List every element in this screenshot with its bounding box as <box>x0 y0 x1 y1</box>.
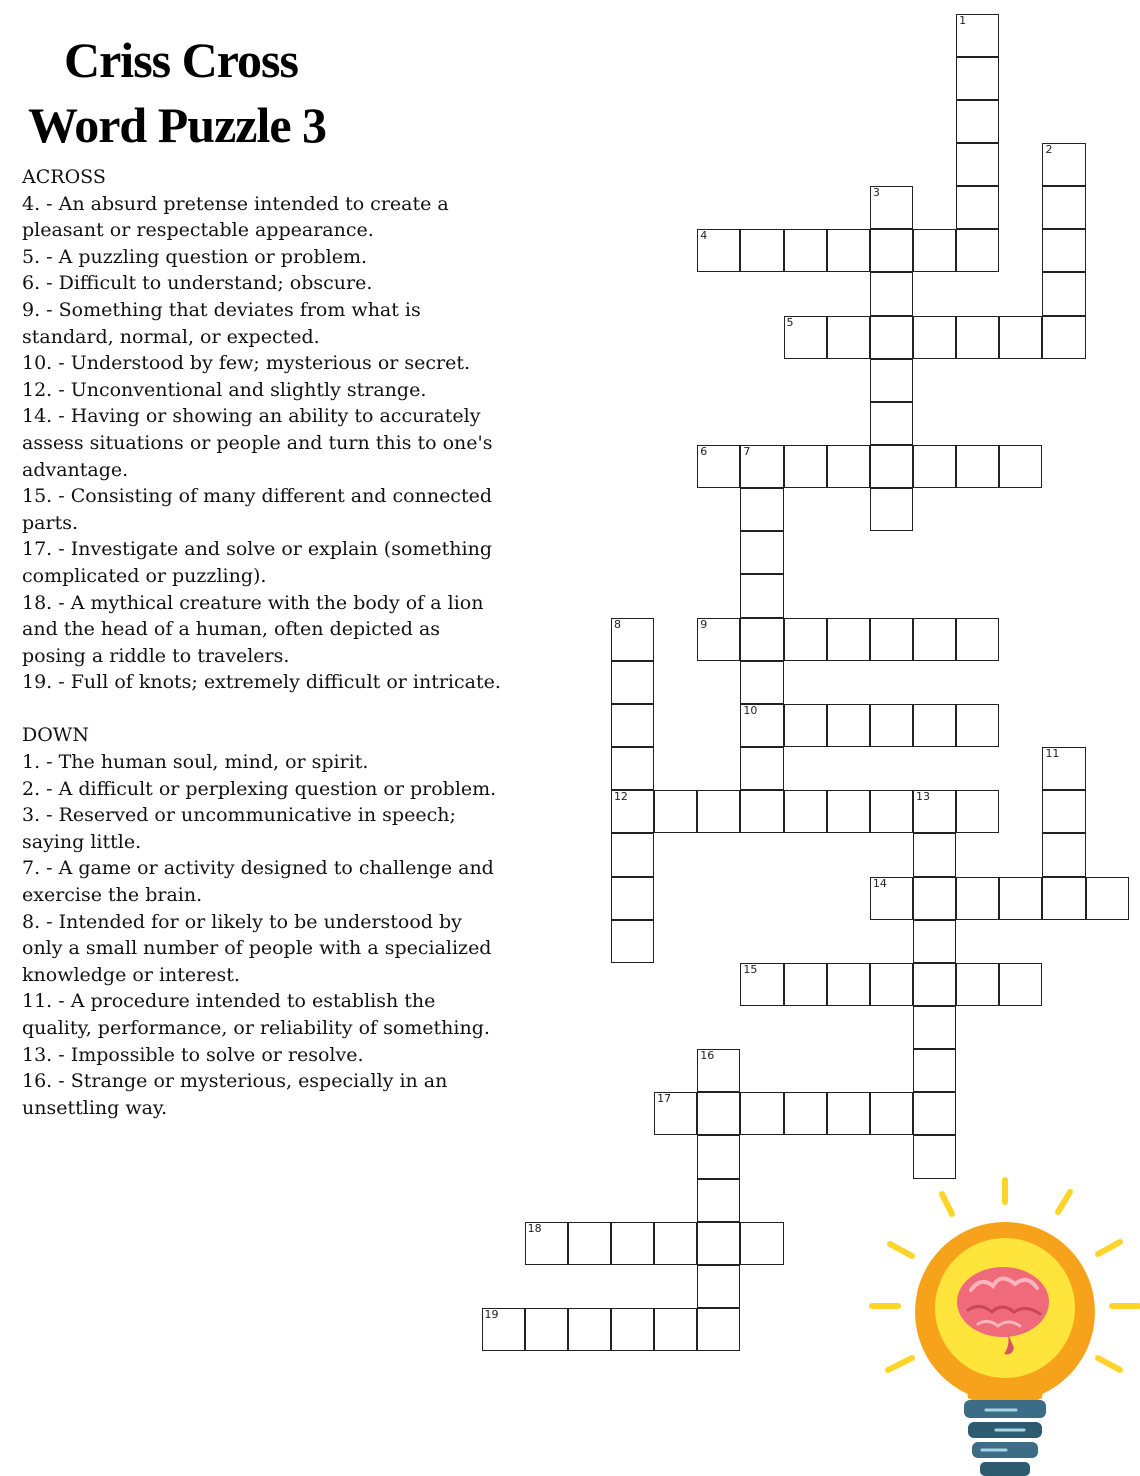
across-heading: ACROSS <box>22 166 106 188</box>
grid-cell[interactable] <box>611 747 654 790</box>
cell-number: 16 <box>700 1049 715 1063</box>
grid-cell[interactable] <box>1042 790 1085 833</box>
grid-cell[interactable] <box>913 1049 956 1092</box>
grid-cell[interactable] <box>956 963 999 1006</box>
cell-number: 9 <box>700 617 708 631</box>
grid-cell[interactable] <box>913 1092 956 1135</box>
grid-cell[interactable] <box>956 316 999 359</box>
grid-cell[interactable] <box>870 618 913 661</box>
cell-number: 13 <box>916 790 930 804</box>
grid-cell[interactable] <box>568 1222 611 1265</box>
grid-cell[interactable] <box>697 790 740 833</box>
grid-cell[interactable] <box>827 618 870 661</box>
down-clue-16: 16. - Strange or mysterious, especially in an unsettling way. <box>22 1070 448 1119</box>
grid-cell[interactable] <box>611 1222 654 1265</box>
grid-cell[interactable] <box>956 100 999 143</box>
grid-cell[interactable] <box>956 186 999 229</box>
grid-cell[interactable] <box>697 445 740 488</box>
cell-number: 8 <box>613 617 621 631</box>
down-clue-1: 1. - The human soul, mind, or spirit. <box>22 751 369 774</box>
grid-cell[interactable] <box>740 790 783 833</box>
across-clue-6: 6. - Difficult to understand; obscure. <box>22 272 373 295</box>
down-clue-2: 2. - A difficult or perplexing question or problem. <box>22 777 497 800</box>
grid-cell[interactable] <box>784 618 827 661</box>
grid-cell[interactable] <box>956 445 999 488</box>
grid-cell[interactable] <box>913 229 956 272</box>
down-heading: DOWN <box>22 724 89 747</box>
across-clue-12: 12. - Unconventional and slightly strange. <box>22 378 427 401</box>
grid-cell[interactable] <box>956 57 999 100</box>
down-clue-13: 13. - Impossible to solve or resolve. <box>22 1043 364 1066</box>
cell-number: 17 <box>657 1092 672 1106</box>
grid-cell[interactable] <box>913 704 956 747</box>
grid-cell[interactable] <box>999 963 1042 1006</box>
grid-cell[interactable] <box>870 488 913 531</box>
grid-cell[interactable] <box>913 316 956 359</box>
grid-cell[interactable] <box>827 445 870 488</box>
grid-cell[interactable] <box>784 790 827 833</box>
grid-cell[interactable] <box>654 1308 697 1351</box>
grid-cell[interactable] <box>740 661 783 704</box>
grid-cell[interactable] <box>827 229 870 272</box>
grid-cell[interactable] <box>784 229 827 272</box>
grid-cell[interactable] <box>611 1308 654 1351</box>
across-clue-17: 17. - Investigate and solve or explain (something complicated or puzzling). <box>22 538 493 587</box>
grid-cell[interactable] <box>1042 272 1085 315</box>
across-clue-19: 19. - Full of knots; extremely difficult or intricate. <box>22 671 501 694</box>
across-clue-list <box>22 191 502 696</box>
cell-number: 3 <box>872 186 880 200</box>
grid-cell[interactable] <box>1042 747 1085 790</box>
grid-cell[interactable] <box>999 877 1042 920</box>
cell-number: 7 <box>743 445 751 458</box>
grid-cell[interactable] <box>784 1092 827 1135</box>
grid-cell[interactable] <box>913 920 956 963</box>
grid-cell[interactable] <box>611 877 654 920</box>
grid-cell[interactable] <box>956 143 999 186</box>
grid-cell[interactable] <box>870 272 913 315</box>
lightbulb-brain-icon <box>866 1172 1140 1476</box>
grid-cell[interactable] <box>913 618 956 661</box>
across-clue-10: 10. - Understood by few; mysterious or secret. <box>22 352 471 375</box>
grid-cell[interactable] <box>697 1222 740 1265</box>
grid-cell[interactable] <box>913 877 956 920</box>
grid-cell[interactable] <box>697 229 740 272</box>
bulb-base <box>964 1400 1046 1476</box>
grid-cell[interactable] <box>784 316 827 359</box>
grid-cell[interactable] <box>827 790 870 833</box>
grid-cell[interactable] <box>740 704 783 747</box>
grid-cell[interactable] <box>870 877 913 920</box>
grid-cell[interactable] <box>956 877 999 920</box>
grid-cell[interactable] <box>697 1308 740 1351</box>
grid-cell[interactable] <box>913 833 956 876</box>
grid-cell[interactable] <box>999 316 1042 359</box>
grid-cell[interactable] <box>870 316 913 359</box>
grid-cell[interactable] <box>611 618 654 661</box>
cell-number: 6 <box>700 445 708 458</box>
grid-cell[interactable] <box>740 531 783 574</box>
grid-cell[interactable] <box>956 618 999 661</box>
down-clue-3: 3. - Reserved or uncommunicative in speech; saying little. <box>22 804 456 853</box>
grid-cell[interactable] <box>697 1179 740 1222</box>
cell-number: 18 <box>527 1221 542 1235</box>
grid-cell[interactable] <box>913 1006 956 1049</box>
grid-cell[interactable] <box>1042 186 1085 229</box>
grid-cell[interactable] <box>482 1308 525 1351</box>
grid-cell[interactable] <box>740 445 783 488</box>
grid-cell[interactable] <box>740 574 783 617</box>
down-clue-8: 8. - Intended for or likely to be understood by only a small number of people with a specialized knowledge or interest. <box>22 910 492 986</box>
grid-cell[interactable] <box>870 445 913 488</box>
grid-cell[interactable] <box>956 14 999 57</box>
grid-cell[interactable] <box>654 1092 697 1135</box>
across-clue-15: 15. - Consisting of many different and connected parts. <box>22 485 492 534</box>
grid-cell[interactable] <box>999 445 1042 488</box>
grid-cell[interactable] <box>697 1049 740 1092</box>
cell-number: 11 <box>1045 747 1060 761</box>
across-clue-4: 4. - An absurd pretense intended to create a pleasant or respectable appearance. <box>22 192 449 242</box>
down-clue-7: 7. - A game or activity designed to challenge and exercise the brain. <box>22 857 494 907</box>
grid-cell[interactable] <box>913 963 956 1006</box>
across-clue-5: 5. - A puzzling question or problem. <box>22 245 368 268</box>
grid-cell[interactable] <box>784 704 827 747</box>
clue-panel <box>22 164 502 1121</box>
cell-number: 19 <box>484 1308 499 1321</box>
grid-cell[interactable] <box>654 1222 697 1265</box>
grid-cell[interactable] <box>697 1265 740 1308</box>
cell-number: 15 <box>743 962 758 976</box>
across-clue-18: 18. - A mythical creature with the body of a lion and the head of a human, often depicted as posing a riddle to travelers. <box>22 591 484 667</box>
grid-cell[interactable] <box>611 704 654 747</box>
title-line-2: Word Puzzle 3 <box>28 97 327 153</box>
grid-cell[interactable] <box>956 229 999 272</box>
grid-cell[interactable] <box>870 704 913 747</box>
grid-cell[interactable] <box>870 790 913 833</box>
grid-cell[interactable] <box>740 1222 783 1265</box>
grid-cell[interactable] <box>740 229 783 272</box>
grid-cell[interactable] <box>740 1092 783 1135</box>
grid-cell[interactable] <box>611 920 654 963</box>
grid-cell[interactable] <box>956 790 999 833</box>
cell-number: 4 <box>700 229 708 243</box>
grid-cell[interactable] <box>784 445 827 488</box>
grid-cell[interactable] <box>697 618 740 661</box>
cell-number: 2 <box>1045 142 1053 156</box>
cell-number: 14 <box>872 876 887 890</box>
grid-cell[interactable] <box>1086 877 1129 920</box>
grid-cell[interactable] <box>697 1135 740 1178</box>
grid-cell[interactable] <box>956 704 999 747</box>
grid-cell[interactable] <box>740 488 783 531</box>
grid-cell[interactable] <box>1042 229 1085 272</box>
grid-cell[interactable] <box>827 1092 870 1135</box>
grid-cell[interactable] <box>870 186 913 229</box>
grid-cell[interactable] <box>913 445 956 488</box>
grid-cell[interactable] <box>870 963 913 1006</box>
grid-cell[interactable] <box>611 833 654 876</box>
across-clue-9: 9. - Something that deviates from what is standard, normal, or expected. <box>22 298 421 348</box>
grid-cell[interactable] <box>1042 833 1085 876</box>
cell-number: 5 <box>786 315 794 329</box>
grid-cell[interactable] <box>740 963 783 1006</box>
across-clue-14: 14. - Having or showing an ability to accurately assess situations or people and turn this to one's advantage. <box>22 405 493 481</box>
grid-cell[interactable] <box>1042 877 1085 920</box>
title-line-1: Criss Cross <box>64 32 298 88</box>
grid-cell[interactable] <box>870 229 913 272</box>
grid-cell[interactable] <box>1042 316 1085 359</box>
grid-cell[interactable] <box>525 1308 568 1351</box>
grid-cell[interactable] <box>740 618 783 661</box>
grid-cell[interactable] <box>913 790 956 833</box>
down-clue-11: 11. - A procedure intended to establish the quality, performance, or reliability of something. <box>22 990 490 1039</box>
grid-cell[interactable] <box>1042 143 1085 186</box>
grid-cell[interactable] <box>654 790 697 833</box>
cell-number: 12 <box>613 790 628 804</box>
grid-cell[interactable] <box>740 747 783 790</box>
grid-cell[interactable] <box>568 1308 611 1351</box>
grid-cell[interactable] <box>870 402 913 445</box>
grid-cell[interactable] <box>827 316 870 359</box>
grid-cell[interactable] <box>525 1222 568 1265</box>
grid-cell[interactable] <box>870 359 913 402</box>
cell-number: 10 <box>743 703 758 717</box>
grid-cell[interactable] <box>827 963 870 1006</box>
grid-cell[interactable] <box>784 963 827 1006</box>
down-clue-list <box>22 749 502 1121</box>
grid-cell[interactable] <box>870 1092 913 1135</box>
cell-number: 1 <box>959 13 967 27</box>
grid-cell[interactable] <box>611 790 654 833</box>
grid-cell[interactable] <box>827 704 870 747</box>
grid-cell[interactable] <box>697 1092 740 1135</box>
grid-cell[interactable] <box>611 661 654 704</box>
